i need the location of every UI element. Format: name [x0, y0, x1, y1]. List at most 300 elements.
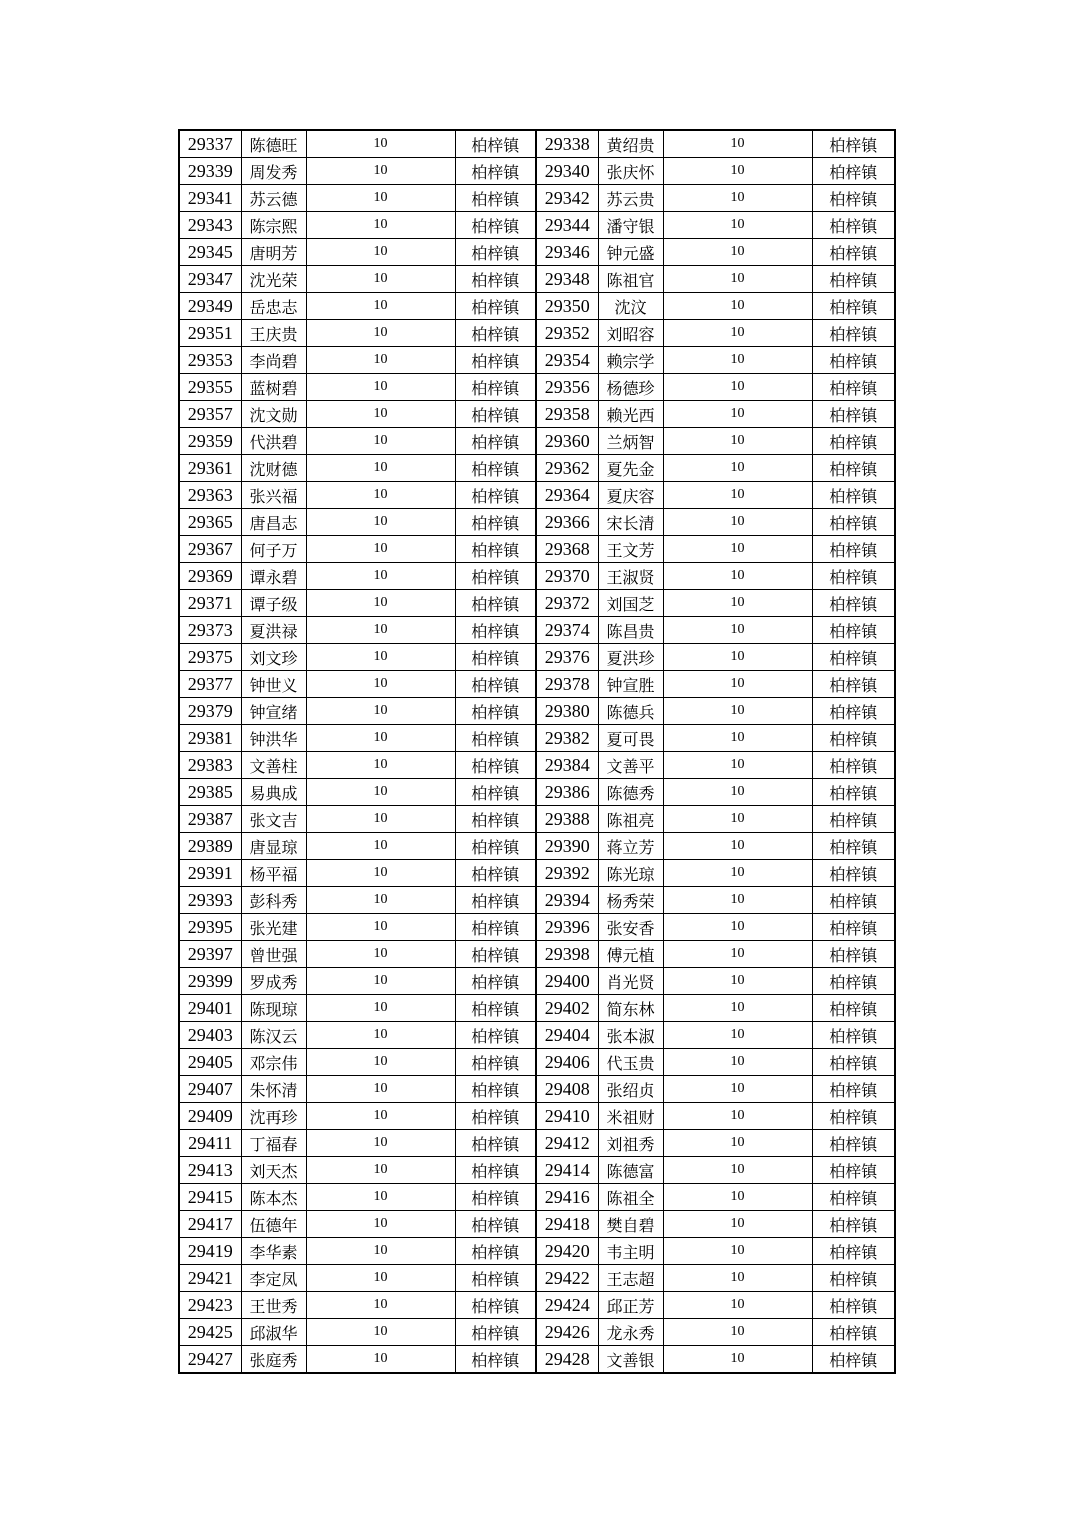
record-id-cell: 29344 [536, 212, 598, 239]
town-cell: 柏梓镇 [455, 725, 536, 752]
record-id-cell: 29358 [536, 401, 598, 428]
record-id-cell: 29392 [536, 860, 598, 887]
record-id-cell: 29342 [536, 185, 598, 212]
town-cell: 柏梓镇 [455, 1157, 536, 1184]
record-id-cell: 29339 [179, 158, 241, 185]
amount-cell: 10 [663, 1049, 812, 1076]
town-cell: 柏梓镇 [455, 320, 536, 347]
name-cell: 邱正芳 [598, 1292, 663, 1319]
record-id-cell: 29404 [536, 1022, 598, 1049]
town-cell: 柏梓镇 [812, 860, 895, 887]
roster-table [178, 129, 896, 1374]
name-cell: 陈汉云 [241, 1022, 306, 1049]
amount-cell: 10 [663, 428, 812, 455]
town-cell: 柏梓镇 [812, 1346, 895, 1374]
record-id-cell: 29416 [536, 1184, 598, 1211]
table-row [179, 509, 895, 536]
name-cell: 肖光贤 [598, 968, 663, 995]
record-id-cell: 29366 [536, 509, 598, 536]
amount-cell: 10 [663, 266, 812, 293]
name-cell: 夏洪禄 [241, 617, 306, 644]
name-cell: 陈祖亮 [598, 806, 663, 833]
amount-cell: 10 [306, 1211, 455, 1238]
amount-cell: 10 [663, 509, 812, 536]
record-id-cell: 29417 [179, 1211, 241, 1238]
name-cell: 沈财德 [241, 455, 306, 482]
town-cell: 柏梓镇 [455, 1265, 536, 1292]
amount-cell: 10 [663, 995, 812, 1022]
record-id-cell: 29382 [536, 725, 598, 752]
record-id-cell: 29364 [536, 482, 598, 509]
record-id-cell: 29385 [179, 779, 241, 806]
town-cell: 柏梓镇 [455, 914, 536, 941]
record-id-cell: 29348 [536, 266, 598, 293]
name-cell: 刘天杰 [241, 1157, 306, 1184]
name-cell: 陈德旺 [241, 130, 306, 158]
town-cell: 柏梓镇 [812, 1319, 895, 1346]
town-cell: 柏梓镇 [812, 806, 895, 833]
name-cell: 钟宣胜 [598, 671, 663, 698]
name-cell: 邱淑华 [241, 1319, 306, 1346]
table-row [179, 725, 895, 752]
record-id-cell: 29365 [179, 509, 241, 536]
town-cell: 柏梓镇 [455, 455, 536, 482]
table-row [179, 617, 895, 644]
town-cell: 柏梓镇 [812, 563, 895, 590]
name-cell: 潘守银 [598, 212, 663, 239]
record-id-cell: 29402 [536, 995, 598, 1022]
record-id-cell: 29420 [536, 1238, 598, 1265]
record-id-cell: 29384 [536, 752, 598, 779]
amount-cell: 10 [663, 401, 812, 428]
town-cell: 柏梓镇 [812, 644, 895, 671]
record-id-cell: 29378 [536, 671, 598, 698]
name-cell: 樊自碧 [598, 1211, 663, 1238]
name-cell: 唐显琼 [241, 833, 306, 860]
name-cell: 蓝树碧 [241, 374, 306, 401]
record-id-cell: 29397 [179, 941, 241, 968]
record-id-cell: 29357 [179, 401, 241, 428]
table-row [179, 293, 895, 320]
table-row [179, 1211, 895, 1238]
name-cell: 陈德富 [598, 1157, 663, 1184]
town-cell: 柏梓镇 [812, 158, 895, 185]
town-cell: 柏梓镇 [455, 968, 536, 995]
town-cell: 柏梓镇 [455, 536, 536, 563]
table-row [179, 1076, 895, 1103]
town-cell: 柏梓镇 [455, 590, 536, 617]
amount-cell: 10 [663, 833, 812, 860]
record-id-cell: 29375 [179, 644, 241, 671]
name-cell: 陈宗熙 [241, 212, 306, 239]
town-cell: 柏梓镇 [812, 1049, 895, 1076]
town-cell: 柏梓镇 [812, 968, 895, 995]
record-id-cell: 29345 [179, 239, 241, 266]
amount-cell: 10 [306, 806, 455, 833]
record-id-cell: 29419 [179, 1238, 241, 1265]
town-cell: 柏梓镇 [455, 671, 536, 698]
amount-cell: 10 [306, 887, 455, 914]
record-id-cell: 29367 [179, 536, 241, 563]
record-id-cell: 29343 [179, 212, 241, 239]
record-id-cell: 29374 [536, 617, 598, 644]
table-row [179, 1238, 895, 1265]
name-cell: 钟世义 [241, 671, 306, 698]
name-cell: 夏洪珍 [598, 644, 663, 671]
amount-cell: 10 [663, 1238, 812, 1265]
town-cell: 柏梓镇 [455, 1049, 536, 1076]
town-cell: 柏梓镇 [455, 482, 536, 509]
amount-cell: 10 [306, 752, 455, 779]
record-id-cell: 29373 [179, 617, 241, 644]
name-cell: 杨平福 [241, 860, 306, 887]
record-id-cell: 29389 [179, 833, 241, 860]
record-id-cell: 29356 [536, 374, 598, 401]
table-row [179, 1157, 895, 1184]
table-row [179, 1265, 895, 1292]
table-row [179, 860, 895, 887]
amount-cell: 10 [663, 185, 812, 212]
record-id-cell: 29421 [179, 1265, 241, 1292]
record-id-cell: 29395 [179, 914, 241, 941]
amount-cell: 10 [306, 671, 455, 698]
name-cell: 何子万 [241, 536, 306, 563]
table-row [179, 401, 895, 428]
amount-cell: 10 [663, 1265, 812, 1292]
amount-cell: 10 [663, 455, 812, 482]
name-cell: 简东林 [598, 995, 663, 1022]
record-id-cell: 29380 [536, 698, 598, 725]
record-id-cell: 29388 [536, 806, 598, 833]
town-cell: 柏梓镇 [455, 158, 536, 185]
amount-cell: 10 [306, 968, 455, 995]
record-id-cell: 29355 [179, 374, 241, 401]
town-cell: 柏梓镇 [455, 617, 536, 644]
amount-cell: 10 [306, 482, 455, 509]
amount-cell: 10 [663, 1319, 812, 1346]
amount-cell: 10 [306, 914, 455, 941]
amount-cell: 10 [306, 1157, 455, 1184]
amount-cell: 10 [663, 1130, 812, 1157]
town-cell: 柏梓镇 [455, 428, 536, 455]
amount-cell: 10 [306, 860, 455, 887]
table-row [179, 212, 895, 239]
name-cell: 傅元植 [598, 941, 663, 968]
record-id-cell: 29359 [179, 428, 241, 455]
record-id-cell: 29338 [536, 130, 598, 158]
name-cell: 钟元盛 [598, 239, 663, 266]
amount-cell: 10 [663, 1157, 812, 1184]
amount-cell: 10 [663, 536, 812, 563]
amount-cell: 10 [663, 320, 812, 347]
amount-cell: 10 [663, 158, 812, 185]
name-cell: 曾世强 [241, 941, 306, 968]
record-id-cell: 29347 [179, 266, 241, 293]
town-cell: 柏梓镇 [812, 941, 895, 968]
record-id-cell: 29346 [536, 239, 598, 266]
town-cell: 柏梓镇 [455, 1103, 536, 1130]
record-id-cell: 29337 [179, 130, 241, 158]
record-id-cell: 29418 [536, 1211, 598, 1238]
record-id-cell: 29383 [179, 752, 241, 779]
record-id-cell: 29390 [536, 833, 598, 860]
amount-cell: 10 [306, 617, 455, 644]
amount-cell: 10 [306, 347, 455, 374]
name-cell: 文善银 [598, 1346, 663, 1374]
name-cell: 钟宣绪 [241, 698, 306, 725]
town-cell: 柏梓镇 [455, 239, 536, 266]
amount-cell: 10 [306, 1238, 455, 1265]
town-cell: 柏梓镇 [455, 752, 536, 779]
town-cell: 柏梓镇 [455, 941, 536, 968]
amount-cell: 10 [306, 320, 455, 347]
record-id-cell: 29369 [179, 563, 241, 590]
table-row [179, 1022, 895, 1049]
name-cell: 杨秀荣 [598, 887, 663, 914]
town-cell: 柏梓镇 [812, 1238, 895, 1265]
name-cell: 黄绍贵 [598, 130, 663, 158]
amount-cell: 10 [663, 1103, 812, 1130]
amount-cell: 10 [306, 995, 455, 1022]
town-cell: 柏梓镇 [455, 1130, 536, 1157]
amount-cell: 10 [306, 266, 455, 293]
name-cell: 代玉贵 [598, 1049, 663, 1076]
town-cell: 柏梓镇 [812, 1265, 895, 1292]
record-id-cell: 29424 [536, 1292, 598, 1319]
name-cell: 唐明芳 [241, 239, 306, 266]
amount-cell: 10 [663, 563, 812, 590]
town-cell: 柏梓镇 [812, 671, 895, 698]
town-cell: 柏梓镇 [455, 644, 536, 671]
town-cell: 柏梓镇 [812, 590, 895, 617]
amount-cell: 10 [306, 185, 455, 212]
record-id-cell: 29387 [179, 806, 241, 833]
amount-cell: 10 [663, 644, 812, 671]
amount-cell: 10 [306, 1022, 455, 1049]
amount-cell: 10 [306, 212, 455, 239]
record-id-cell: 29403 [179, 1022, 241, 1049]
amount-cell: 10 [663, 1022, 812, 1049]
name-cell: 陈德秀 [598, 779, 663, 806]
table-row [179, 374, 895, 401]
town-cell: 柏梓镇 [455, 293, 536, 320]
record-id-cell: 29411 [179, 1130, 241, 1157]
name-cell: 夏可畏 [598, 725, 663, 752]
town-cell: 柏梓镇 [812, 1157, 895, 1184]
record-id-cell: 29422 [536, 1265, 598, 1292]
amount-cell: 10 [306, 941, 455, 968]
town-cell: 柏梓镇 [812, 455, 895, 482]
amount-cell: 10 [663, 968, 812, 995]
name-cell: 周发秀 [241, 158, 306, 185]
amount-cell: 10 [663, 617, 812, 644]
name-cell: 刘文珍 [241, 644, 306, 671]
town-cell: 柏梓镇 [455, 1076, 536, 1103]
name-cell: 李尚碧 [241, 347, 306, 374]
amount-cell: 10 [663, 1076, 812, 1103]
town-cell: 柏梓镇 [455, 130, 536, 158]
record-id-cell: 29426 [536, 1319, 598, 1346]
name-cell: 张光建 [241, 914, 306, 941]
amount-cell: 10 [306, 1319, 455, 1346]
amount-cell: 10 [663, 1346, 812, 1374]
record-id-cell: 29394 [536, 887, 598, 914]
amount-cell: 10 [306, 1292, 455, 1319]
name-cell: 陈现琼 [241, 995, 306, 1022]
town-cell: 柏梓镇 [812, 1184, 895, 1211]
name-cell: 彭科秀 [241, 887, 306, 914]
amount-cell: 10 [306, 563, 455, 590]
name-cell: 王志超 [598, 1265, 663, 1292]
name-cell: 文善平 [598, 752, 663, 779]
town-cell: 柏梓镇 [812, 185, 895, 212]
name-cell: 张文吉 [241, 806, 306, 833]
record-id-cell: 29354 [536, 347, 598, 374]
name-cell: 王庆贵 [241, 320, 306, 347]
record-id-cell: 29379 [179, 698, 241, 725]
record-id-cell: 29400 [536, 968, 598, 995]
town-cell: 柏梓镇 [455, 833, 536, 860]
amount-cell: 10 [663, 374, 812, 401]
town-cell: 柏梓镇 [455, 1319, 536, 1346]
table-row [179, 536, 895, 563]
name-cell: 刘国芝 [598, 590, 663, 617]
name-cell: 苏云德 [241, 185, 306, 212]
name-cell: 邓宗伟 [241, 1049, 306, 1076]
table-row [179, 1103, 895, 1130]
town-cell: 柏梓镇 [455, 995, 536, 1022]
amount-cell: 10 [306, 455, 455, 482]
town-cell: 柏梓镇 [812, 239, 895, 266]
name-cell: 米祖财 [598, 1103, 663, 1130]
town-cell: 柏梓镇 [812, 779, 895, 806]
table-row [179, 130, 895, 158]
record-id-cell: 29372 [536, 590, 598, 617]
name-cell: 谭永碧 [241, 563, 306, 590]
name-cell: 李定凤 [241, 1265, 306, 1292]
table-row [179, 887, 895, 914]
town-cell: 柏梓镇 [455, 1292, 536, 1319]
record-id-cell: 29381 [179, 725, 241, 752]
amount-cell: 10 [306, 428, 455, 455]
table-row [179, 1319, 895, 1346]
record-id-cell: 29409 [179, 1103, 241, 1130]
record-id-cell: 29425 [179, 1319, 241, 1346]
name-cell: 朱怀清 [241, 1076, 306, 1103]
amount-cell: 10 [663, 1211, 812, 1238]
name-cell: 陈祖官 [598, 266, 663, 293]
record-id-cell: 29391 [179, 860, 241, 887]
record-id-cell: 29361 [179, 455, 241, 482]
record-id-cell: 29428 [536, 1346, 598, 1374]
name-cell: 谭子级 [241, 590, 306, 617]
table-row [179, 185, 895, 212]
amount-cell: 10 [663, 1184, 812, 1211]
town-cell: 柏梓镇 [812, 320, 895, 347]
amount-cell: 10 [663, 212, 812, 239]
record-id-cell: 29363 [179, 482, 241, 509]
amount-cell: 10 [663, 752, 812, 779]
record-id-cell: 29414 [536, 1157, 598, 1184]
name-cell: 易典成 [241, 779, 306, 806]
amount-cell: 10 [306, 401, 455, 428]
record-id-cell: 29410 [536, 1103, 598, 1130]
record-id-cell: 29406 [536, 1049, 598, 1076]
town-cell: 柏梓镇 [812, 428, 895, 455]
name-cell: 唐昌志 [241, 509, 306, 536]
record-id-cell: 29340 [536, 158, 598, 185]
town-cell: 柏梓镇 [812, 1076, 895, 1103]
amount-cell: 10 [306, 374, 455, 401]
table-row [179, 347, 895, 374]
amount-cell: 10 [306, 779, 455, 806]
amount-cell: 10 [306, 725, 455, 752]
amount-cell: 10 [306, 293, 455, 320]
record-id-cell: 29368 [536, 536, 598, 563]
record-id-cell: 29370 [536, 563, 598, 590]
name-cell: 沈汶 [598, 293, 663, 320]
record-id-cell: 29351 [179, 320, 241, 347]
town-cell: 柏梓镇 [812, 752, 895, 779]
record-id-cell: 29376 [536, 644, 598, 671]
record-id-cell: 29408 [536, 1076, 598, 1103]
table-row [179, 941, 895, 968]
town-cell: 柏梓镇 [812, 509, 895, 536]
amount-cell: 10 [663, 482, 812, 509]
table-row [179, 1049, 895, 1076]
name-cell: 陈德兵 [598, 698, 663, 725]
record-id-cell: 29401 [179, 995, 241, 1022]
amount-cell: 10 [663, 590, 812, 617]
amount-cell: 10 [663, 725, 812, 752]
town-cell: 柏梓镇 [455, 185, 536, 212]
name-cell: 沈光荣 [241, 266, 306, 293]
name-cell: 伍德年 [241, 1211, 306, 1238]
amount-cell: 10 [306, 1184, 455, 1211]
town-cell: 柏梓镇 [812, 995, 895, 1022]
table-row [179, 968, 895, 995]
name-cell: 张庆怀 [598, 158, 663, 185]
table-row [179, 806, 895, 833]
town-cell: 柏梓镇 [812, 212, 895, 239]
name-cell: 蒋立芳 [598, 833, 663, 860]
amount-cell: 10 [306, 536, 455, 563]
table-row [179, 1346, 895, 1374]
record-id-cell: 29353 [179, 347, 241, 374]
table-row [179, 833, 895, 860]
town-cell: 柏梓镇 [455, 1022, 536, 1049]
table-row [179, 1184, 895, 1211]
table-row [179, 1292, 895, 1319]
amount-cell: 10 [663, 1292, 812, 1319]
amount-cell: 10 [663, 914, 812, 941]
amount-cell: 10 [663, 941, 812, 968]
town-cell: 柏梓镇 [812, 1211, 895, 1238]
town-cell: 柏梓镇 [455, 509, 536, 536]
record-id-cell: 29405 [179, 1049, 241, 1076]
record-id-cell: 29399 [179, 968, 241, 995]
table-row [179, 995, 895, 1022]
amount-cell: 10 [306, 590, 455, 617]
record-id-cell: 29423 [179, 1292, 241, 1319]
town-cell: 柏梓镇 [812, 1022, 895, 1049]
town-cell: 柏梓镇 [455, 1184, 536, 1211]
name-cell: 刘祖秀 [598, 1130, 663, 1157]
name-cell: 陈本杰 [241, 1184, 306, 1211]
table-row [179, 320, 895, 347]
town-cell: 柏梓镇 [812, 266, 895, 293]
table-row [179, 779, 895, 806]
